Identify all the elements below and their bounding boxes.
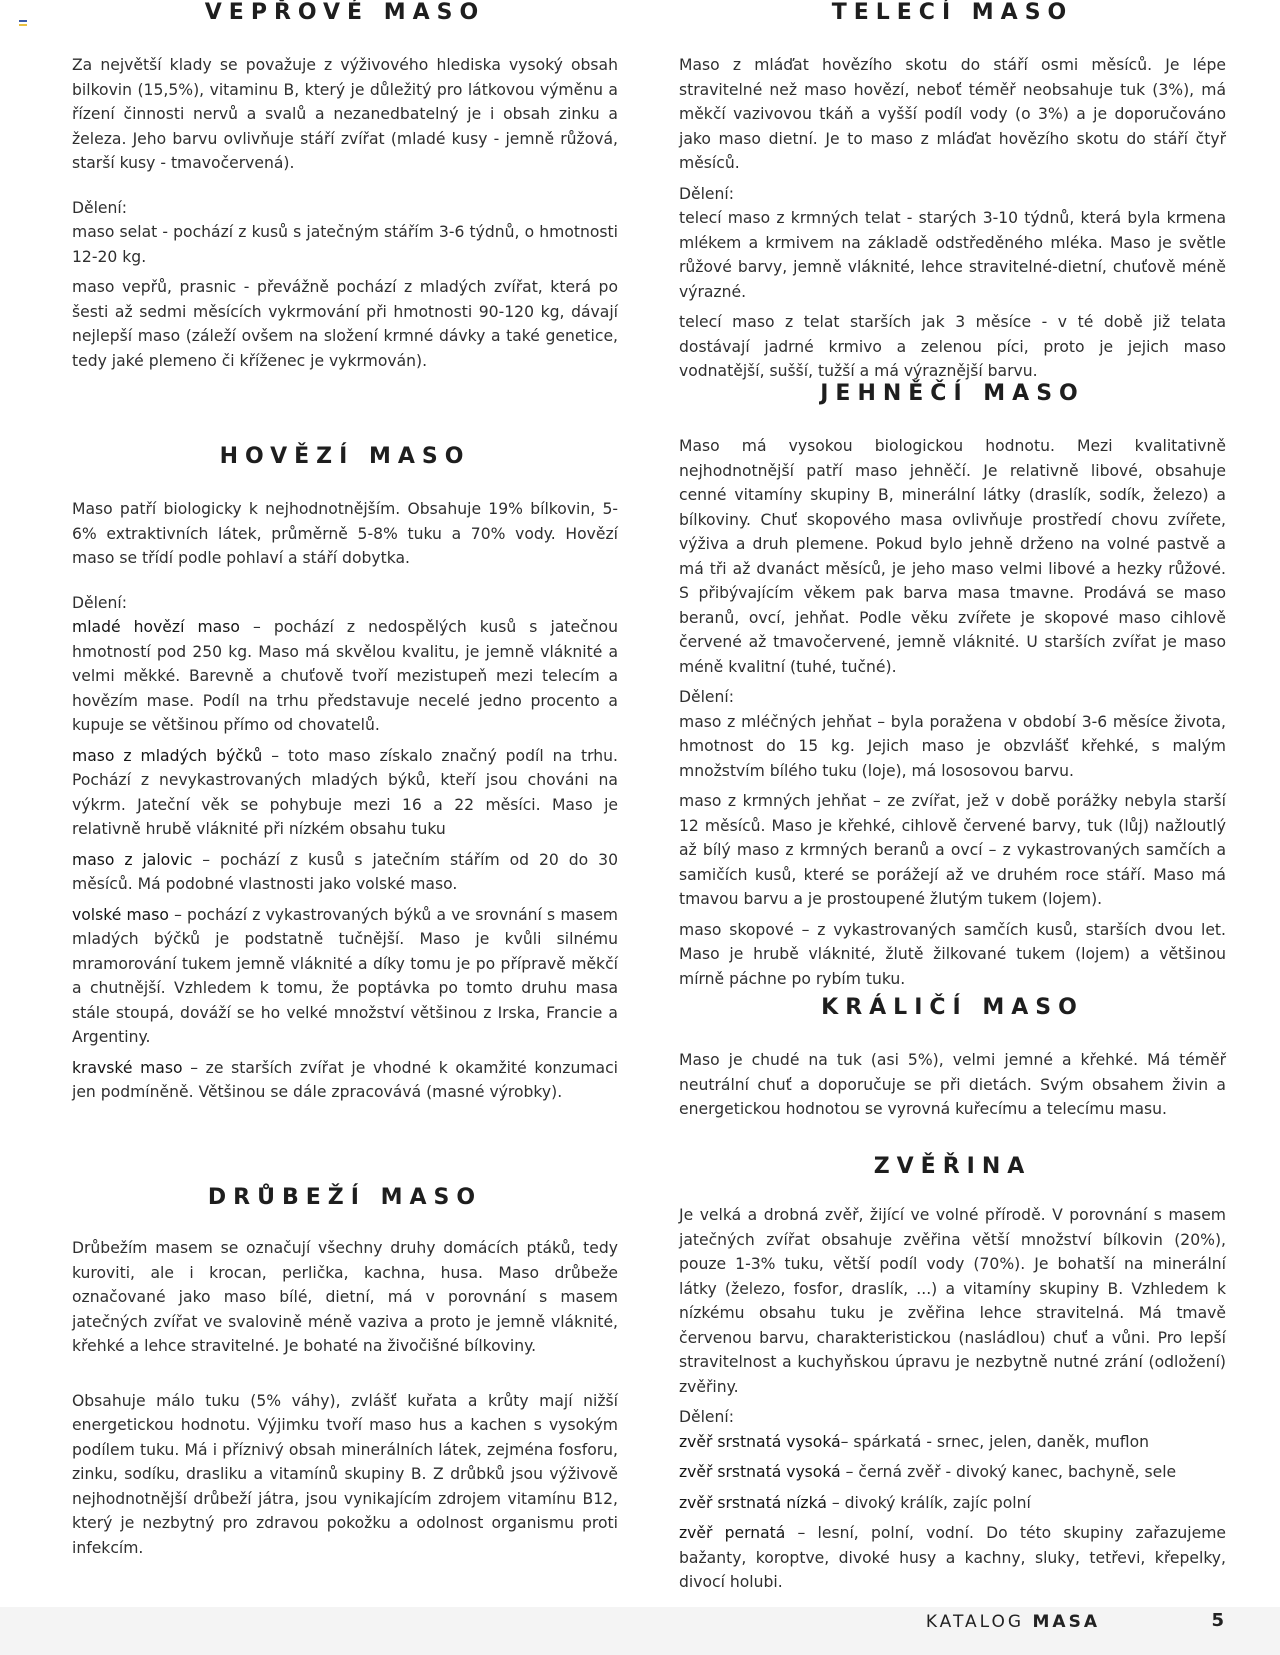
term: mladé hovězí maso bbox=[72, 618, 240, 636]
paragraph: Obsahuje málo tuku (5% váhy), zvlášť kuřata a krůty mají nižší energetickou hodnotu. Výjimku tvoří maso hus a kachen s vysokým podílem tuku. Má i příznivý obsah minerálních látek, zejména fosforu, zinku, sodíku, drasliku a vitamínů skupiny B. Z drůbků jsou výživově nejhodnotnější drůbeží játra, jsou vynikajícím zdrojem vitamínu B12, který je nezbytný pro zdravou pokožku a odolnost organismu proti infekcím. bbox=[72, 1391, 618, 1557]
section-title: JEHNĚČÍ MASO bbox=[820, 381, 1085, 406]
term: zvěř srstnatá vysoká bbox=[679, 1463, 841, 1481]
paragraph: telecí maso z krmných telat - starých 3-10 týdnů, která byla krmena mlékem a krmivem na základě odstředěného mléka. Maso je světle růžové barvy, jemně vláknité, lehce stravitelné-dietní, chuťově méně výrazné. bbox=[679, 209, 1226, 301]
paragraph: maso selat - pochází z kusů s jatečným stářím 3-6 týdnů, o hmotnosti 12-20 kg. bbox=[72, 223, 618, 266]
section-teleci bbox=[679, 0, 1226, 384]
section-title: HOVĚZÍ MASO bbox=[219, 444, 471, 469]
paragraph: Za největší klady se považuje z výživového hlediska vysoký obsah bilkovin (15,5%), vitaminu B, který je důležitý pro látkovou výměnu a řízení činnosti nervů a svalů a nezanedbatelný je i obsah zinku a železa. Jeho barvu ovlivňuje stáří zvířat (mladé kusy - jemně růžová, starší kusy - tmavočervená). bbox=[72, 56, 618, 172]
list-item: volské maso – pochází z vykastrovaných býků a ve srovnání s masem mladých býčků je podstatně tučnější. Maso je kvůli silnému mramorování tukem jemně vláknité a díky tomu je po přípravě měkčí a chutnější. Vzhledem k tomu, že poptávka po tomto druhu masa stále stoupá, dováží se ho velké množství většinou z Irska, Francie a Argentiny. bbox=[72, 905, 618, 1046]
section-veprove bbox=[72, 0, 618, 373]
section-zverina bbox=[679, 1154, 1226, 1595]
term: maso z mladých býčků bbox=[72, 746, 263, 765]
list-item: maso z jalovic – pochází z kusů s jatečním stářím od 20 do 30 měsíců. Má podobné vlastnosti jako volské maso. bbox=[72, 850, 618, 893]
section-title: VEPŘOVÉ MASO bbox=[204, 0, 486, 25]
paragraph: maso z krmných jehňat – ze zvířat, jež v době porážky nebyla starší 12 měsíců. Maso je křehké, cihlově červené barvy, tuk (lůj) nažloutlý až bílý maso z krmných beranů a ovcí – z vykastrovaných samčích a samičích kusů, které se porážejí až ve druhém roce stáří. Maso má tmavou barvu a je prostoupené žlutým tukem (lojem). bbox=[679, 792, 1226, 908]
paragraph: maso z mléčných jehňat – byla poražena v období 3-6 měsíce života, hmotnost do 15 kg. Jejich maso je obzvlášť křehké, s malým množstvím bílého tuku (loje), má lososovou barvu. bbox=[679, 712, 1226, 780]
paragraph: Maso patří biologicky k nejhodnotnějším. Obsahuje 19% bílkovin, 5-6% extraktivních látek, průměrně 5-8% tuku a 70% vody. Hovězí maso se třídí podle pohlaví a stáří dobytka. bbox=[72, 500, 618, 567]
section-jehneci bbox=[679, 381, 1226, 991]
paragraph: Maso z mláďat hovězího skotu do stáří osmi měsíců. Je lépe stravitelné než maso hovězí, neboť téměř neobsahuje tuk (3%), má měkčí vazivovou tkáň a vyšší podíl vody (o 3%) a je doporučováno jako maso dietní. Je to maso z mláďat hovězího skotu do stáří čtyř měsíců. bbox=[679, 56, 1226, 172]
section-kralici bbox=[679, 995, 1226, 1122]
term: kravské maso bbox=[72, 1058, 183, 1077]
term: zvěř srstnatá nízká bbox=[679, 1493, 827, 1512]
division-label: Dělení: bbox=[679, 1408, 734, 1426]
paragraph: Drůbežím masem se označují všechny druhy domácích ptáků, tedy kuroviti, ale i krocan, perlička, kachna, husa. Maso drůbeže označované jako maso bílé, dietní, má v porovnání s masem jatečných zvířat ve svalovině méně vaziva a proto je jemně vláknité, křehké a lehce stravitelné. Je bohaté na živočišné bílkoviny. bbox=[72, 1239, 618, 1355]
division-label: Dělení: bbox=[679, 688, 734, 706]
term: volské maso bbox=[72, 905, 169, 924]
paragraph: Je velká a drobná zvěř, žijící ve volné přírodě. V porovnání s masem jatečných zvířat obsahuje zvěřina větší množství bílkovin (20%), pouze 1-3% tuku, větší podíl vody (70%). Je bohatší na minerální látky (železo, fosfor, draslík, ...) a vitamíny skupiny B. Vzhledem k nízkému obsahu tuku je zvěřina lehce stravitelná. Má tmavě červenou barvu, charakteristickou (nasládlou) chuť a vůni. Pro lepší stravitelnost a kuchyňskou úpravu je nezbytně nutné zrání (odložení) zvěřiny. bbox=[679, 1206, 1226, 1396]
section-title: DRŮBEŽÍ MASO bbox=[207, 1185, 483, 1210]
paragraph: telecí maso z telat starších jak 3 měsíce - v té době již telata dostávají jadrné krmivo a zelenou píci, proto je jejich maso vodnatější, sušší, tužší a má výraznější barvu. bbox=[679, 313, 1226, 380]
section-title: KRÁLIČÍ MASO bbox=[821, 995, 1084, 1020]
section-title: TELECÍ MASO bbox=[831, 0, 1074, 25]
page-number: 5 bbox=[1211, 1610, 1224, 1631]
term: maso z jalovic bbox=[72, 850, 193, 869]
list-item: maso z mladých býčků – toto maso získalo značný podíl na trhu. Pochází z nevykastrovaných mladých býků, kteří jsou chováni na výkrm. Jateční věk se pohybuje mezi 16 a 22 měsíci. Maso je relativně hrubě vláknité při nízkém obsahu tuku bbox=[72, 746, 618, 838]
term: zvěř srstnatá vysoká bbox=[679, 1432, 841, 1451]
flag-icon bbox=[19, 20, 27, 26]
footer-catalog: KATALOG MASA bbox=[925, 1612, 1100, 1632]
list-item: kravské maso – ze starších zvířat je vhodné k okamžité konzumaci jen podmíněně. Většinou se dále zpracovává (masné výrobky). bbox=[72, 1058, 618, 1101]
paragraph: Maso má vysokou biologickou hodnotu. Mezi kvalitativně nejhodnotnější patří maso jehněčí. Je relativně libové, obsahuje cenné vitamíny skupiny B, minerální látky (draslík, sodík, železo) a bílkoviny. Chuť skopového masa ovlivňuje prostředí chovu zvířete, výživa a druh plemene. Pokud bylo jehně drženo na volné pastvě a má tři až dvanáct měsíců, je jeho maso velmi libové a hezky růžové. S přibývajícím věkem pak barva masa tmavne. Prodává se maso beranů, ovcí, jehňat. Podle věku zvířete je skopové maso cihlově červené až tmavočervené, jemně vláknité. U starších zvířat je maso méně kvalitní (tuhé, tučné). bbox=[679, 437, 1226, 676]
division-label: Dělení: bbox=[72, 593, 127, 612]
list-item: zvěř srstnatá nízká – divoký králík, zajíc polní bbox=[679, 1493, 1031, 1512]
list-item: zvěř pernatá – lesní, polní, vodní. Do této skupiny zařazujeme bažanty, koroptve, divoké husy a kachny, sluky, tetřevi, křepelky, divocí holubi. bbox=[679, 1524, 1226, 1591]
list-item: zvěř srstnatá vysoká – černá zvěř - divoký kanec, bachyně, sele bbox=[679, 1463, 1177, 1481]
paragraph: maso vepřů, prasnic - převážně pochází z mladých zvířat, která po šesti až sedmi měsících vykrmování při hmotnosti 90-120 kg, dávají nejlepší maso (záleží ovšem na složení krmné dávky a také genetice, tedy jaké plemeno či kříženec je vykrmován). bbox=[72, 278, 618, 370]
term: zvěř pernatá bbox=[679, 1524, 786, 1542]
list-item: zvěř srstnatá vysoká– spárkatá - srnec, jelen, daněk, muflon bbox=[679, 1432, 1149, 1451]
division-label: Dělení: bbox=[72, 198, 127, 217]
paragraph: maso skopové – z vykastrovaných samčích kusů, starších dvou let. Maso je hrubě vláknité, žlutě žilkované tukem (lojem) a většinou mírně páchne po rybím tuku. bbox=[679, 920, 1226, 988]
section-title: ZVĚŘINA bbox=[873, 1154, 1032, 1179]
paragraph: Maso je chudé na tuk (asi 5%), velmi jemné a křehké. Má téměř neutrální chuť a doporučuje se při dietách. Svým obsahem živin a energetickou hodnotou se vyrovná kuřecímu a telecímu masu. bbox=[679, 1051, 1226, 1118]
list-item: mladé hovězí maso – pochází z nedospělých kusů s jatečnou hmotností pod 250 kg. Maso má skvělou kvalitu, je jemně vláknité a velmi měkké. Barevně a chuťově tvoří mezistupeň mezi telecím a hovězím mase. Podíl na trhu představuje necelé jedno procento a kupuje se většinou přímo od chovatelů. bbox=[72, 618, 618, 734]
division-label: Dělení: bbox=[679, 184, 734, 203]
section-hovezi bbox=[72, 444, 618, 1105]
section-drubezi bbox=[72, 1185, 618, 1560]
